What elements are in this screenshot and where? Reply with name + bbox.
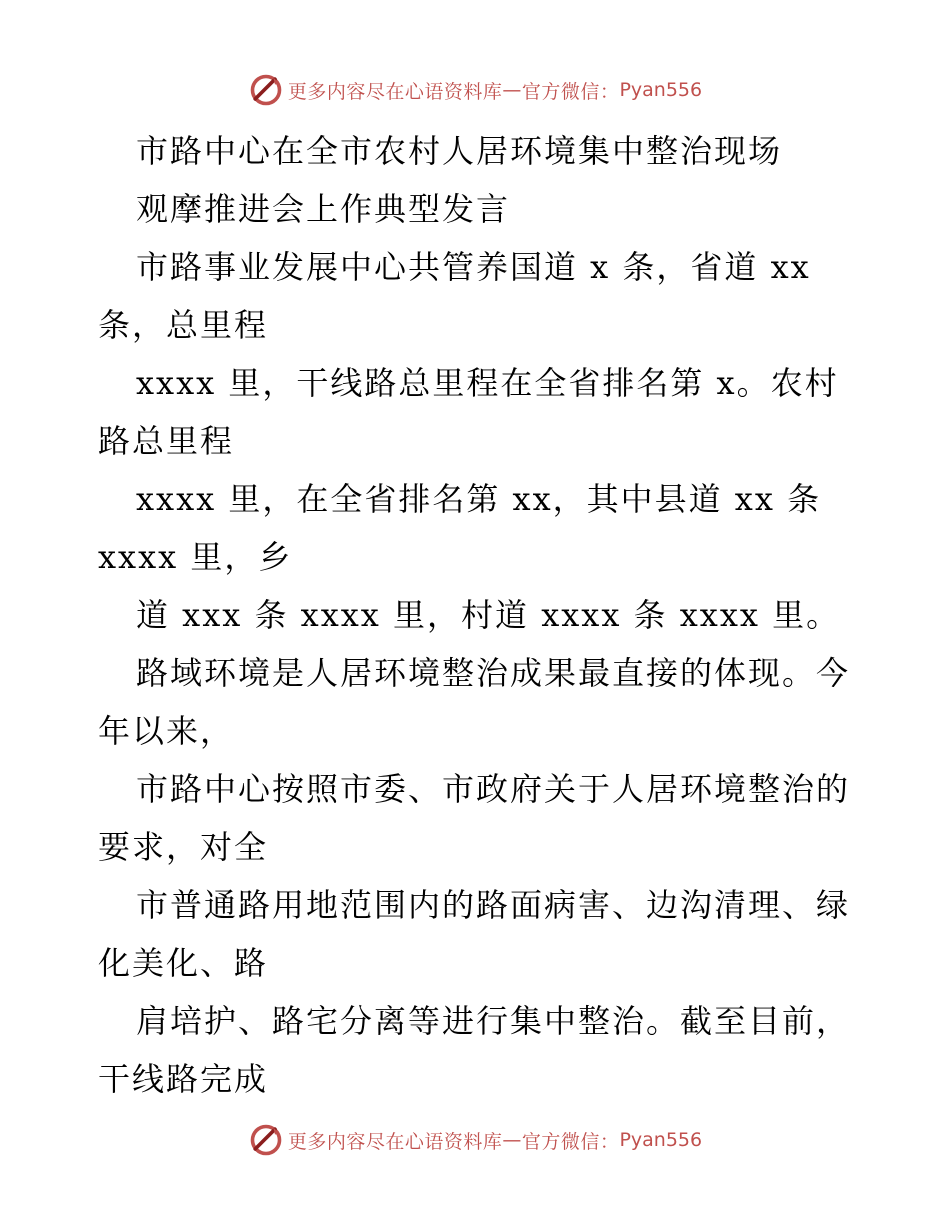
doc-line: 市路事业发展中心共管养国道 x 条，省道 xx (136, 248, 811, 286)
pen-logo-icon (248, 72, 284, 108)
doc-line: xxxx 里，乡 (98, 538, 293, 576)
footer-banner (0, 1120, 950, 1160)
doc-line: 路总里程 (98, 422, 235, 460)
document-body (98, 122, 858, 1108)
footer-wechat-id: Pyan556 (619, 1129, 703, 1151)
header-banner (0, 70, 950, 110)
doc-line: 市路中心在全市农村人居环境集中整治现场 (136, 132, 783, 170)
header-wechat-id: Pyan556 (619, 79, 703, 101)
doc-line: xxxx 里，在全省排名第 xx，其中县道 xx 条 (136, 480, 822, 518)
pen-logo-icon (248, 1122, 284, 1158)
doc-line: 路域环境是人居环境整治成果最直接的体现。今 (136, 654, 851, 692)
header-wechat-label: 官方微信： (521, 80, 620, 103)
doc-line: 肩培护、路宅分离等进行集中整治。截至目前， (136, 1002, 851, 1040)
footer-dash: — (502, 1129, 522, 1151)
footer-wechat-label: 官方微信： (521, 1130, 620, 1153)
doc-line: 市路中心按照市委、市政府关于人居环境整治的 (136, 770, 851, 808)
footer-text: 更多内容尽在心语资料库 (287, 1130, 503, 1153)
doc-line: 干线路完成 (98, 1060, 269, 1098)
doc-line: 化美化、路 (98, 944, 269, 982)
doc-line: 观摩推进会上作典型发言 (136, 190, 511, 228)
doc-line: xxxx 里，干线路总里程在全省排名第 x。农村 (136, 364, 839, 402)
doc-line: 年以来， (98, 712, 235, 750)
doc-line: 道 xxx 条 xxxx 里，村道 xxxx 条 xxxx 里。 (136, 596, 841, 634)
doc-line: 要求，对全 (98, 828, 269, 866)
header-text: 更多内容尽在心语资料库 (287, 80, 503, 103)
header-dash: — (502, 79, 522, 101)
doc-line: 市普通路用地范围内的路面病害、边沟清理、绿 (136, 886, 851, 924)
doc-line: 条，总里程 (98, 306, 269, 344)
